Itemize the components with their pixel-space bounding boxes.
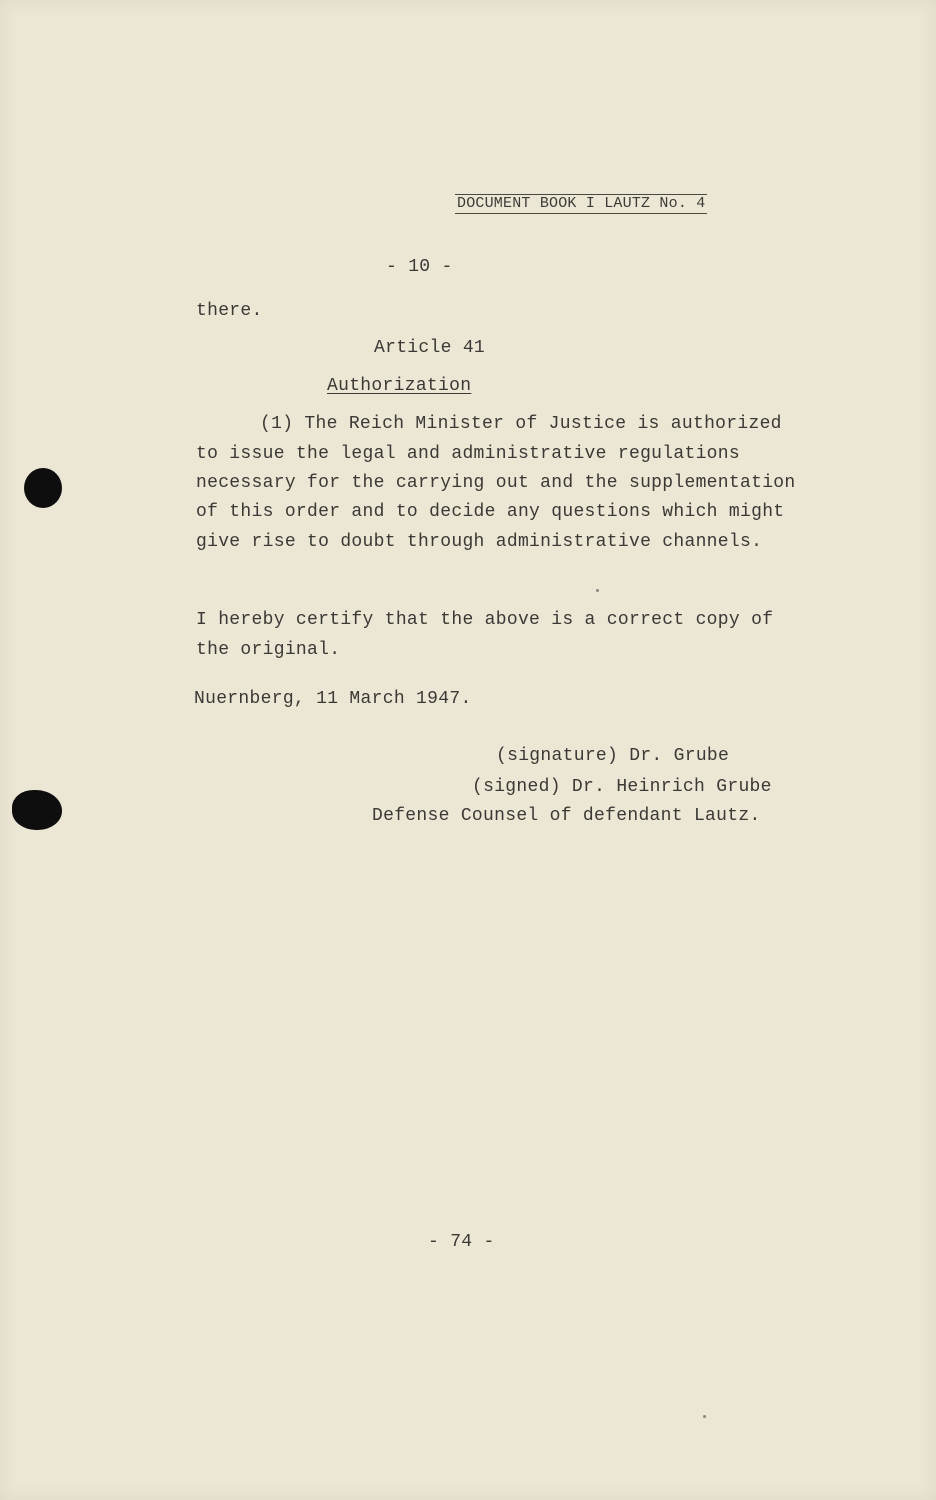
document-header: [455, 194, 707, 214]
paragraph-line: give rise to doubt through administrative channels.: [196, 532, 763, 552]
paragraph-line: (1) The Reich Minister of Justice is authorized: [260, 414, 782, 434]
speck-mark: [703, 1415, 706, 1418]
speck-mark: [596, 589, 599, 592]
page-number-top: - 10 -: [386, 257, 453, 277]
article-heading: Authorization: [327, 376, 472, 396]
place-date: Nuernberg, 11 March 1947.: [194, 689, 472, 709]
paragraph-line: necessary for the carrying out and the supplementation: [196, 473, 796, 493]
page-number-bottom: - 74 -: [428, 1232, 495, 1252]
continuation-text: there.: [196, 301, 263, 321]
certification-line: I hereby certify that the above is a correct copy of: [196, 610, 774, 630]
certification-line: the original.: [196, 640, 341, 660]
punch-hole-top: [24, 468, 62, 508]
signature-line: (signature) Dr. Grube: [496, 746, 730, 766]
punch-hole-bottom: [12, 790, 62, 830]
signature-line: Defense Counsel of defendant Lautz.: [372, 806, 761, 826]
article-title: Article 41: [374, 338, 486, 358]
paragraph-line: to issue the legal and administrative regulations: [196, 444, 740, 464]
header-text: DOCUMENT BOOK I LAUTZ No. 4: [457, 195, 706, 212]
paragraph-line: of this order and to decide any questions which might: [196, 502, 785, 522]
signature-line: (signed) Dr. Heinrich Grube: [472, 777, 772, 797]
